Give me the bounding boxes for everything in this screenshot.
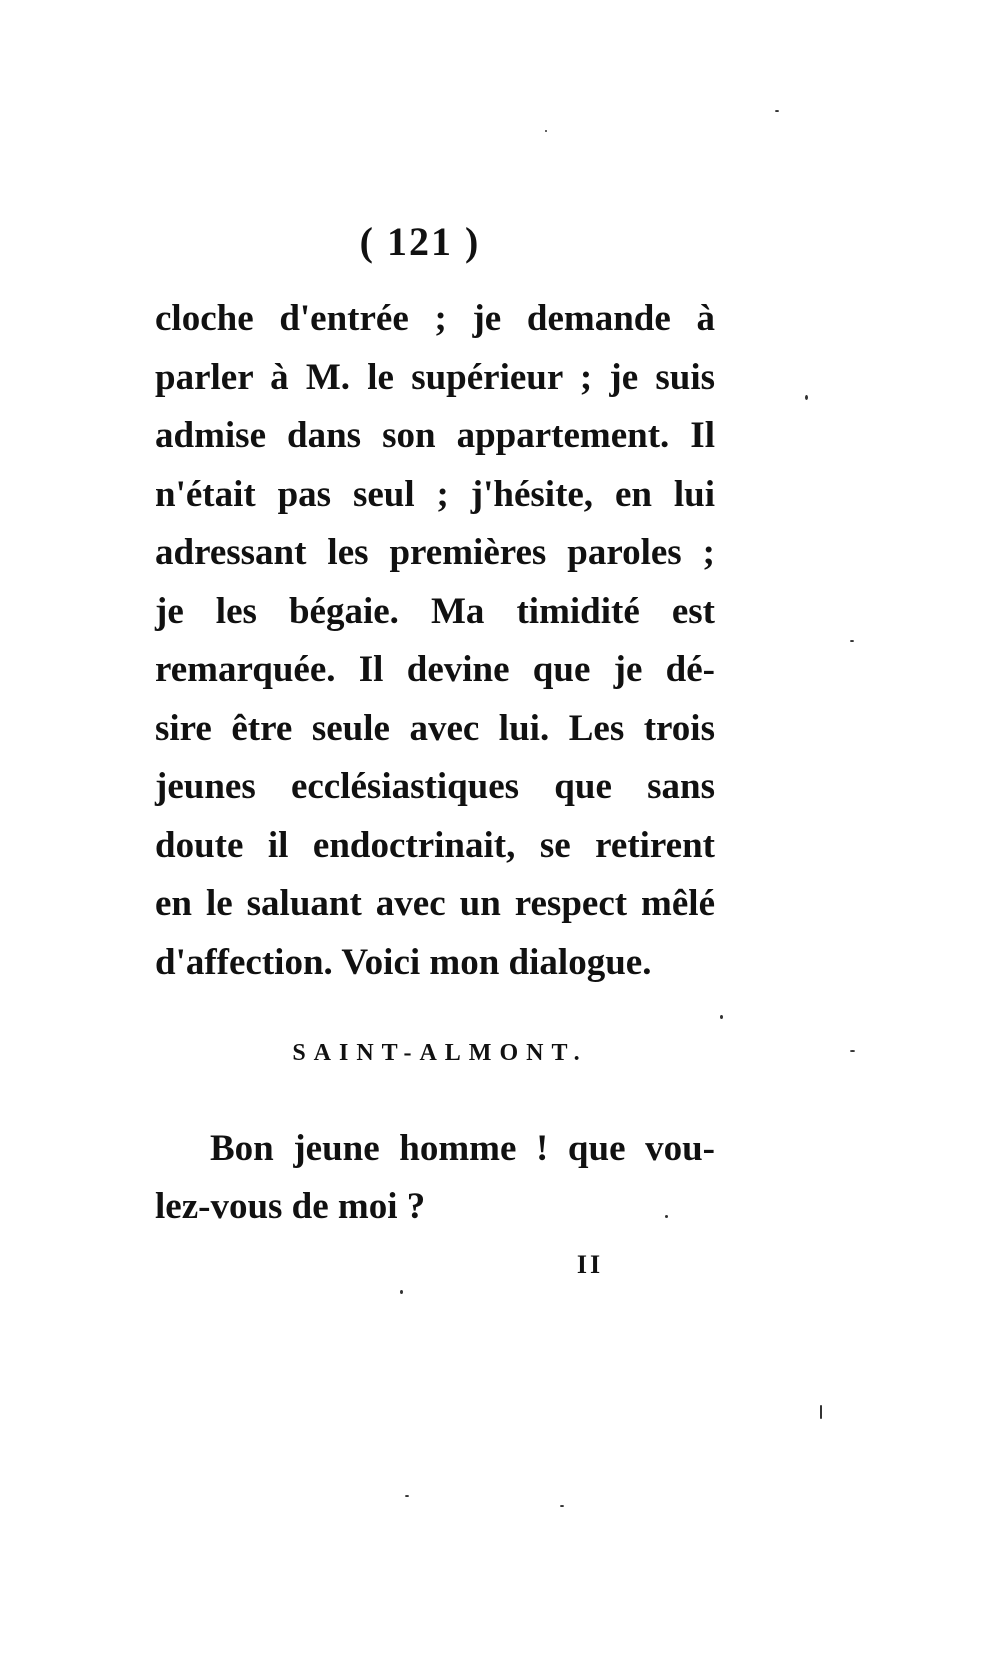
text-line: remarquée. Il devine que je dé- <box>155 649 715 690</box>
text-line: je les bégaie. Ma timidité est <box>155 590 715 632</box>
text-line: n'était pas seul ; j'hésite, en lui <box>155 473 715 515</box>
scan-speck <box>820 1405 822 1419</box>
text-line: adressant les premières paroles ; <box>155 532 715 573</box>
text-line: jeunes ecclésiastiques que sans <box>155 766 715 807</box>
signature-mark: II <box>576 1250 604 1279</box>
page-number: ( 121 ) <box>359 219 481 264</box>
text-line: parler à M. le supérieur ; je suis <box>155 356 715 398</box>
body-paragraph <box>155 290 715 992</box>
scan-speck <box>560 1505 564 1507</box>
scan-speck <box>405 1495 409 1497</box>
speaker-heading: SAINT-ALMONT. <box>292 1040 588 1066</box>
text-line: cloche d'entrée ; je demande à <box>155 298 715 339</box>
scan-speck <box>850 640 854 642</box>
dialogue-line: lez-vous de moi ? <box>155 1186 426 1227</box>
dialogue-paragraph <box>155 1120 715 1236</box>
dialogue-line: Bon jeune homme ! que vou- <box>210 1128 715 1169</box>
text-line: admise dans son appartement. Il <box>155 415 715 456</box>
scan-speck <box>775 110 779 112</box>
text-line: sire être seule avec lui. Les trois <box>155 707 715 749</box>
scan-speck <box>400 1290 403 1294</box>
text-line: doute il endoctrinait, se retirent <box>155 824 715 866</box>
scan-speck <box>545 130 547 132</box>
text-line: en le saluant avec un respect mêlé <box>155 883 715 924</box>
scan-speck <box>805 395 808 400</box>
text-line: d'affection. Voici mon dialogue. <box>155 941 652 983</box>
scan-speck <box>850 1050 855 1052</box>
scan-speck <box>720 1015 723 1019</box>
scan-speck <box>665 1215 668 1218</box>
